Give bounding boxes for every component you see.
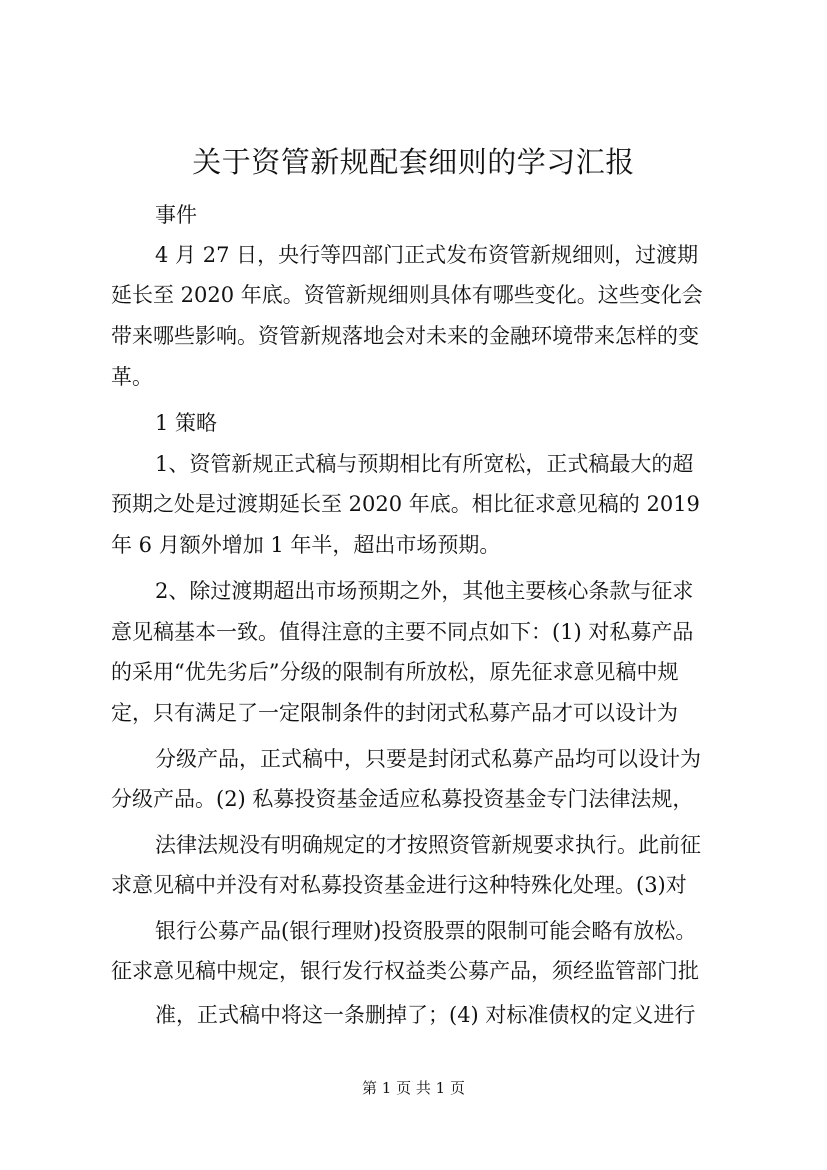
paragraph-line: 法律法规没有明确规定的才按照资管新规要求执行。此前征 [155, 833, 701, 857]
paragraph-line: 革。 [111, 365, 153, 389]
paragraph-line: 预期之处是过渡期延长至 2020 年底。相比征求意见稿的 2019 [111, 492, 700, 516]
paragraph-line: 2、除过渡期超出市场预期之外，其他主要核心条款与征求 [155, 579, 694, 603]
page-footer: 第 1 页 共 1 页 [362, 1079, 465, 1097]
paragraph-line: 定，只有满足了一定限制条件的封闭式私募产品才可以设计为 [111, 701, 678, 725]
heading-strategy: 1 策略 [155, 411, 218, 435]
paragraph-line: 4 月 27 日，央行等四部门正式发布资管新规细则，过渡期 [155, 243, 699, 267]
paragraph-line: 征求意见稿中规定，银行发行权益类公募产品，须经监管部门批 [111, 959, 699, 983]
paragraph-line: 求意见稿中并没有对私募投资基金进行这种特殊化处理。(3)对 [111, 873, 687, 897]
paragraph-line: 延长至 2020 年底。资管新规细则具体有哪些变化。这些变化会 [111, 283, 703, 307]
paragraph-line: 的采用“优先劣后”分级的限制有所放松，原先征求意见稿中规 [111, 660, 679, 684]
paragraph-line: 年 6 月额外增加 1 年半，超出市场预期。 [111, 533, 501, 557]
paragraph-line: 银行公募产品(银行理财)投资股票的限制可能会略有放松。 [155, 919, 697, 943]
paragraph-line: 带来哪些影响。资管新规落地会对未来的金融环境带来怎样的变 [111, 324, 699, 348]
paragraph-line: 1、资管新规正式稿与预期相比有所宽松，正式稿最大的超 [155, 452, 694, 476]
document-title: 关于资管新规配套细则的学习汇报 [192, 145, 635, 179]
paragraph-line: 准，正式稿中将这一条删掉了；(4) 对标准债权的定义进行 [155, 1003, 696, 1027]
paragraph-line: 意见稿基本一致。值得注意的主要不同点如下：(1) 对私募产品 [111, 620, 694, 644]
heading-events: 事件 [155, 203, 197, 227]
paragraph-line: 分级产品。(2) 私募投资基金适应私募投资基金专门法律法规， [111, 787, 694, 811]
paragraph-line: 分级产品，正式稿中，只要是封闭式私募产品均可以设计为 [155, 747, 701, 771]
